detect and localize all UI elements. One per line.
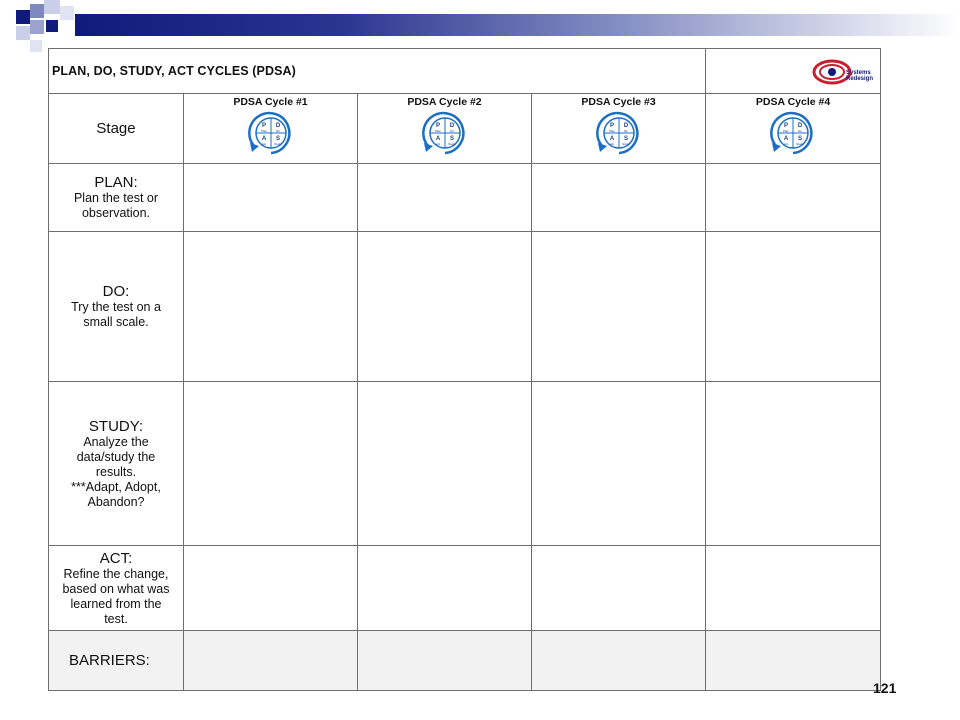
barriers-row — [49, 631, 881, 691]
entry-cell-plan-2[interactable] — [358, 164, 532, 232]
cycle-arrow-head — [250, 143, 259, 152]
cycle-sub-s: Study — [621, 142, 630, 146]
cycle-sub-a: Act — [609, 142, 614, 146]
stage-desc-line: Refine the change, — [63, 566, 169, 581]
cycle-letter-d: D — [797, 123, 803, 129]
corner-square-light-4 — [30, 40, 42, 52]
stage-desc-line: based on what was — [62, 581, 170, 596]
corner-square-dark-large — [16, 10, 30, 24]
stage-name-study: STUDY: — [88, 417, 144, 435]
cycle-sub-d: Do — [275, 129, 280, 133]
corner-square-light — [44, 0, 60, 14]
cycle-letter-s: S — [275, 136, 280, 142]
cycle-header-1 — [184, 94, 358, 164]
stage-name-plan: PLAN: — [94, 174, 138, 191]
cycle-title-2: PDSA Cycle #2 — [407, 96, 482, 108]
entry-cell-do-2[interactable] — [358, 232, 532, 382]
stage-row-do — [49, 232, 881, 382]
stage-cell-do — [49, 232, 184, 382]
cycle-sub-p: Plan — [434, 129, 441, 133]
title-row — [49, 49, 881, 94]
corner-square-light-2 — [16, 26, 30, 40]
stage-header-cell — [49, 94, 184, 164]
cycle-sub-a: Act — [261, 142, 266, 146]
cycle-letter-d: D — [449, 123, 454, 129]
entry-cell-barriers-1[interactable] — [184, 631, 358, 691]
entry-cell-act-2[interactable] — [358, 546, 532, 631]
corner-square-dark-small — [46, 20, 58, 32]
cycle-letter-a: A — [609, 136, 614, 142]
cycle-letter-p: P — [784, 123, 789, 129]
stage-row-study — [49, 382, 881, 546]
entry-cell-plan-3[interactable] — [532, 164, 706, 232]
entry-cell-act-4[interactable] — [706, 546, 881, 631]
entry-cell-plan-4[interactable] — [706, 164, 881, 232]
cycle-letter-p: P — [435, 123, 440, 129]
cycle-sub-p: Plan — [260, 129, 267, 133]
entry-cell-act-3[interactable] — [532, 546, 706, 631]
stage-desc-line: learned from the — [70, 596, 162, 611]
stage-desc-line: ***Adapt, Adopt, — [71, 479, 161, 494]
pdsa-cycle-icon — [767, 110, 819, 156]
entry-cell-do-4[interactable] — [706, 232, 881, 382]
logo-cell — [706, 49, 881, 94]
stage-cell-act — [49, 546, 184, 631]
cycle-letter-a: A — [435, 136, 440, 142]
stage-desc-line: Try the test on a — [71, 300, 161, 314]
cycle-sub-p: Plan — [608, 129, 615, 133]
entry-cell-barriers-4[interactable] — [706, 631, 881, 691]
pdsa-worksheet-table — [48, 48, 881, 691]
cycle-letter-d: D — [275, 123, 280, 129]
cycle-letter-s: S — [798, 136, 803, 142]
cycle-arrow-head — [772, 143, 781, 152]
cycle-header-3 — [532, 94, 706, 164]
corner-square-light-3 — [60, 6, 74, 20]
header-row — [49, 94, 881, 164]
header-gradient-bar — [75, 14, 960, 36]
cycle-header-4 — [706, 94, 881, 164]
barriers-label-cell — [49, 631, 184, 691]
stage-desc-line: Plan the test or — [73, 191, 159, 205]
entry-cell-barriers-3[interactable] — [532, 631, 706, 691]
stage-cell-study — [49, 382, 184, 546]
barriers-label: BARRIERS: — [69, 652, 150, 669]
cycle-sub-d: Do — [623, 129, 628, 133]
pdsa-cycle-icon — [245, 110, 297, 156]
stage-desc-line: results. — [95, 464, 137, 479]
stage-row-plan — [49, 164, 881, 232]
entry-cell-barriers-2[interactable] — [358, 631, 532, 691]
entry-cell-study-4[interactable] — [706, 382, 881, 546]
cycle-sub-d: Do — [449, 129, 454, 133]
logo-text-line2: Redesign — [846, 76, 874, 82]
cycle-letter-p: P — [609, 123, 614, 129]
cycle-letter-s: S — [623, 136, 628, 142]
cycle-title-3: PDSA Cycle #3 — [581, 96, 656, 108]
cycle-letter-p: P — [261, 123, 266, 129]
cycle-title-4: PDSA Cycle #4 — [755, 96, 831, 108]
pdsa-cycle-icon — [419, 110, 471, 156]
entry-cell-study-1[interactable] — [184, 382, 358, 546]
logo-text-line1: Systems — [846, 70, 871, 76]
entry-cell-act-1[interactable] — [184, 546, 358, 631]
stage-desc-line: test. — [104, 611, 128, 626]
cycle-sub-a: Act — [435, 142, 440, 146]
stage-desc-line: data/study the — [76, 449, 156, 464]
stage-cell-plan — [49, 164, 184, 232]
cycle-letter-a: A — [261, 136, 266, 142]
systems-redesign-logo-icon — [810, 54, 874, 88]
stage-name-do: DO: — [102, 283, 130, 300]
cycle-sub-s: Study — [273, 142, 282, 146]
entry-cell-plan-1[interactable] — [184, 164, 358, 232]
cycle-title-1: PDSA Cycle #1 — [233, 96, 308, 108]
stage-header: Stage — [96, 119, 136, 137]
stage-desc-line: Analyze the — [83, 434, 149, 449]
stage-row-act — [49, 546, 881, 631]
stage-desc-line: observation. — [81, 206, 151, 220]
pdsa-cycle-icon — [593, 110, 645, 156]
cycle-letter-a: A — [783, 136, 789, 142]
entry-cell-study-3[interactable] — [532, 382, 706, 546]
cycle-arrow-head — [424, 143, 433, 152]
entry-cell-study-2[interactable] — [358, 382, 532, 546]
cycle-sub-d: Do — [798, 129, 802, 133]
stage-desc-line: Abandon? — [87, 494, 145, 509]
stage-desc-line: small scale. — [83, 315, 149, 329]
entry-cell-do-3[interactable] — [532, 232, 706, 382]
cycle-sub-s: Study — [447, 142, 456, 146]
page-number: 121 — [873, 680, 897, 696]
cycle-letter-d: D — [623, 123, 628, 129]
cycle-sub-a: Act — [783, 142, 789, 146]
stage-name-act: ACT: — [99, 549, 133, 567]
sheet-title: PLAN, DO, STUDY, ACT CYCLES (PDSA) — [49, 49, 706, 94]
cycle-sub-p: Plan — [783, 129, 790, 133]
cycle-sub-s: Study — [796, 142, 804, 146]
entry-cell-do-1[interactable] — [184, 232, 358, 382]
cycle-arrow-head — [598, 143, 607, 152]
corner-square-blue — [30, 4, 44, 18]
cycle-letter-s: S — [449, 136, 454, 142]
corner-square-mid — [30, 20, 44, 34]
cycle-header-2 — [358, 94, 532, 164]
